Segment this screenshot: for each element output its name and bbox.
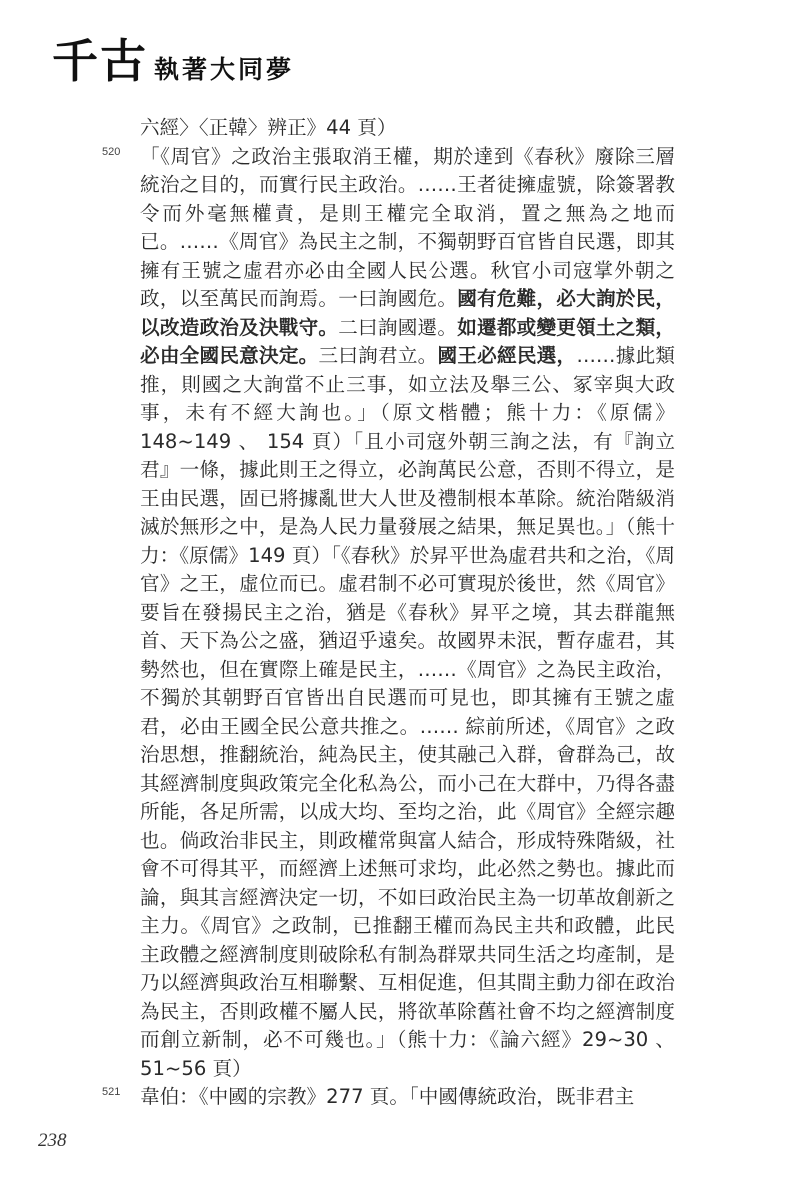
footnote-text: ……據此類推，則國之大詢當不止三事，如立法及舉三公、冢宰與大政事，未有不經大詢也。」（原文楷體；熊十力：《原儒》148~149 、 154 頁）「且小司寇外朝三詢之法，有『詢立君』一條，據此則王之得立，必詢萬民公意，否則不得立，是王由民選，固已將據亂世大人世及禮制根本革除。統治階級消滅於無形之中，是為人民力量發展之結果，無足異也。」（熊十力：《原儒》149 頁）「《春秋》於昇平世為虛君共和之治，《周官》之王，虛位而已。虛君制不必可實現於後世，然《周官》要旨在發揚民主之治，猶是《春秋》昇平之境，其去群龍無首、天下為公之盛，猶迢乎遠矣。故國界未泯，暫存虛君，其勢然也，但在實際上確是民主，……《周官》之為民主政治，不獨於其朝野百官皆出自民選而可見也，即其擁有王號之虛君，必由王國全民公意共推之。…… 綜前所述，《周官》之政治思想，推翻統治，純為民主，使其融己入群，會群為己，故其經濟制度與政策完全化私為公，而小己在大群中，乃得各盡所能，各足所需，以成大均、至均之治，此《周官》全經宗趣也。倘政治非民主，則政權常與富人結合，形成特殊階級，社會不可得其平，而經濟上述無可求均，此必然之勢也。據此而論，與其言經濟決定一切，不如曰政治民主為一切革故創新之主力。《周官》之政制，已推翻王權而為民主共和政體，此民主政體之經濟制度則破除私有制為群眾共同生活之均產制，是乃以經濟與政治互相聯繫、互相促進，但其間主動力卻在政治為民主，否則政權不屬人民，將欲革除舊社會不均之經濟制度而創立新制，必不可幾也。」（熊十力：《論六經》29~30 、 51~56 頁）: [140, 344, 676, 1080]
footnote-text: 三曰詢君立。: [318, 344, 438, 367]
footnote-520: [102, 143, 676, 1084]
book-title-main: 千古: [52, 34, 148, 88]
footnote-number: 520: [102, 145, 121, 158]
footnote-number: 521: [102, 1086, 121, 1098]
footnote-body: [102, 114, 676, 1112]
page-number: 238: [38, 1130, 67, 1151]
footnote-kai-text: 如遷都或變更領土之類，必由全國民意決定。: [140, 315, 676, 367]
footnote-text: 六經〉〈正韓〉辨正》44 頁）: [140, 116, 397, 139]
footnote-kai-text: 國王必經民選，: [437, 344, 577, 367]
footnote-521: [102, 1083, 675, 1112]
footnote-text: 二曰詢國遷。: [338, 315, 458, 339]
footnote-continuation: [140, 114, 675, 143]
footnote-text: 「《周官》之政治主張取消王權，期於達到《春秋》廢除三層統治之目的，而實行民主政治。……王者徒擁虛號，除簽署教令而外毫無權責，是則王權完全取消，置之無為之地而已。……《周官》為民主之制，不獨朝野百官皆自民選，即其擁有王號之虛君亦必由全國人民公選。秋官小司寇掌外朝之政，以至萬民而詢焉。一曰詢國危。: [140, 144, 675, 310]
book-title-sub: 執著大同夢: [154, 55, 295, 84]
running-header: [52, 34, 295, 88]
footnote-kai-text: 國有危難，必大詢於民，以改造政治及決戰守。: [140, 287, 676, 339]
footnote-text: 韋伯：《中國的宗教》277 頁。「中國傳統政治，既非君主: [140, 1085, 635, 1108]
